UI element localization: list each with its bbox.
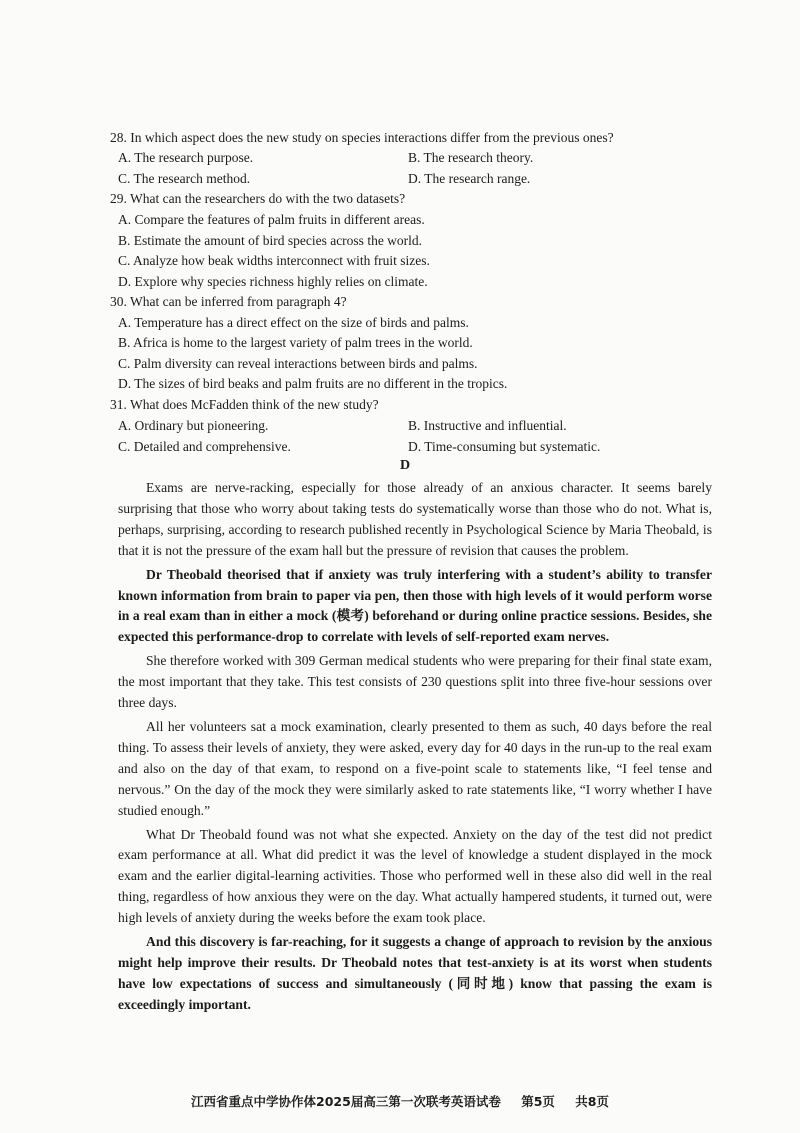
question-stem: 29. What can the researchers do with the two datasets? xyxy=(110,191,406,206)
section-heading: D xyxy=(399,458,411,473)
option-c: C. Analyze how beak widths interconnect with fruit sizes. xyxy=(118,253,430,268)
option-b: B. The research theory. xyxy=(408,150,534,165)
page-number: 第5页 xyxy=(521,1094,555,1109)
option-b: B. Instructive and influential. xyxy=(408,418,567,433)
question-stem: 28. In which aspect does the new study on species interactions differ from the previous ones? xyxy=(110,130,614,145)
option-d: D. Explore why species richness highly relies on climate. xyxy=(118,274,428,289)
option-a: A. The research purpose. xyxy=(118,150,254,165)
question-stem: 31. What does McFadden think of the new study? xyxy=(110,397,379,412)
reading-passage xyxy=(118,478,712,1016)
passage-paragraph: She therefore worked with 309 German medical students who were preparing for their final state exam, the most important that they take. This test consists of 230 questions split into three five-hour sessions over three days. xyxy=(118,653,712,711)
option-c: C. The research method. xyxy=(118,171,251,186)
option-c: C. Palm diversity can reveal interactions between birds and palms. xyxy=(118,356,478,371)
option-b: B. Estimate the amount of bird species across the world. xyxy=(118,233,423,248)
option-d: D. The sizes of bird beaks and palm fruits are no different in the tropics. xyxy=(118,376,508,391)
page-footer xyxy=(0,1092,800,1110)
option-d: D. Time-consuming but systematic. xyxy=(408,439,601,454)
passage-paragraph: All her volunteers sat a mock examination, clearly presented to them as such, 40 days before the real thing. To assess their levels of anxiety, they were asked, every day for 40 days in the run-up to the real exam and also on the day of that exam, to respond on a five-point scale to statements like, “I feel tense and nervous.” On the day of the mock they were similarly asked to rate statements like, “I worry whether I have studied enough.” xyxy=(118,718,712,818)
option-a: A. Ordinary but pioneering. xyxy=(118,418,269,433)
passage-paragraph: Dr Theobald theorised that if anxiety was truly interfering with a student’s ability to transfer known information from brain to paper via pen, then those with high levels of it would perform worse in a real exam than in either a mock (模考) beforehand or during online practice sessions. Besides, she expected this performance-drop to correlate with levels of self-reported exam nerves. xyxy=(118,566,712,645)
option-d: D. The research range. xyxy=(408,171,531,186)
passage-paragraph: Exams are nerve-racking, especially for those already of an anxious character. It seems barely surprising that those who worry about taking tests do systematically worse than those who do not. What is, perhaps, surprising, according to research published recently in Psychological Science by Maria Theobald, is that it is not the pressure of the exam hall but the pressure of revision that causes the problem. xyxy=(118,480,712,558)
option-a: A. Temperature has a direct effect on the size of birds and palms. xyxy=(118,315,469,330)
option-a: A. Compare the features of palm fruits in different areas. xyxy=(118,212,425,227)
exam-title: 江西省重点中学协作体2025届高三第一次联考英语试卷 xyxy=(191,1094,501,1109)
total-pages: 共8页 xyxy=(575,1094,609,1109)
option-c: C. Detailed and comprehensive. xyxy=(118,439,291,454)
question-stem: 30. What can be inferred from paragraph 4? xyxy=(110,294,347,309)
passage-paragraph: And this discovery is far-reaching, for it suggests a change of approach to revision by the anxious might help improve their results. Dr Theobald notes that test-anxiety is at its worst when students have low expectations of success and simultaneously (同时地) know that passing the exam is exceedingly important. xyxy=(118,934,712,1012)
option-b: B. Africa is home to the largest variety of palm trees in the world. xyxy=(118,335,473,350)
passage-paragraph: What Dr Theobald found was not what she expected. Anxiety on the day of the test did not predict exam performance at all. What did predict it was the level of knowledge a student displayed in the mock exam and the earlier digital-learning activities. Those who performed well in these also did well in the real thing, regardless of how anxious they were on the day. What actually hampered students, it turned out, were high levels of anxiety during the weeks before the exam took place. xyxy=(118,826,712,926)
